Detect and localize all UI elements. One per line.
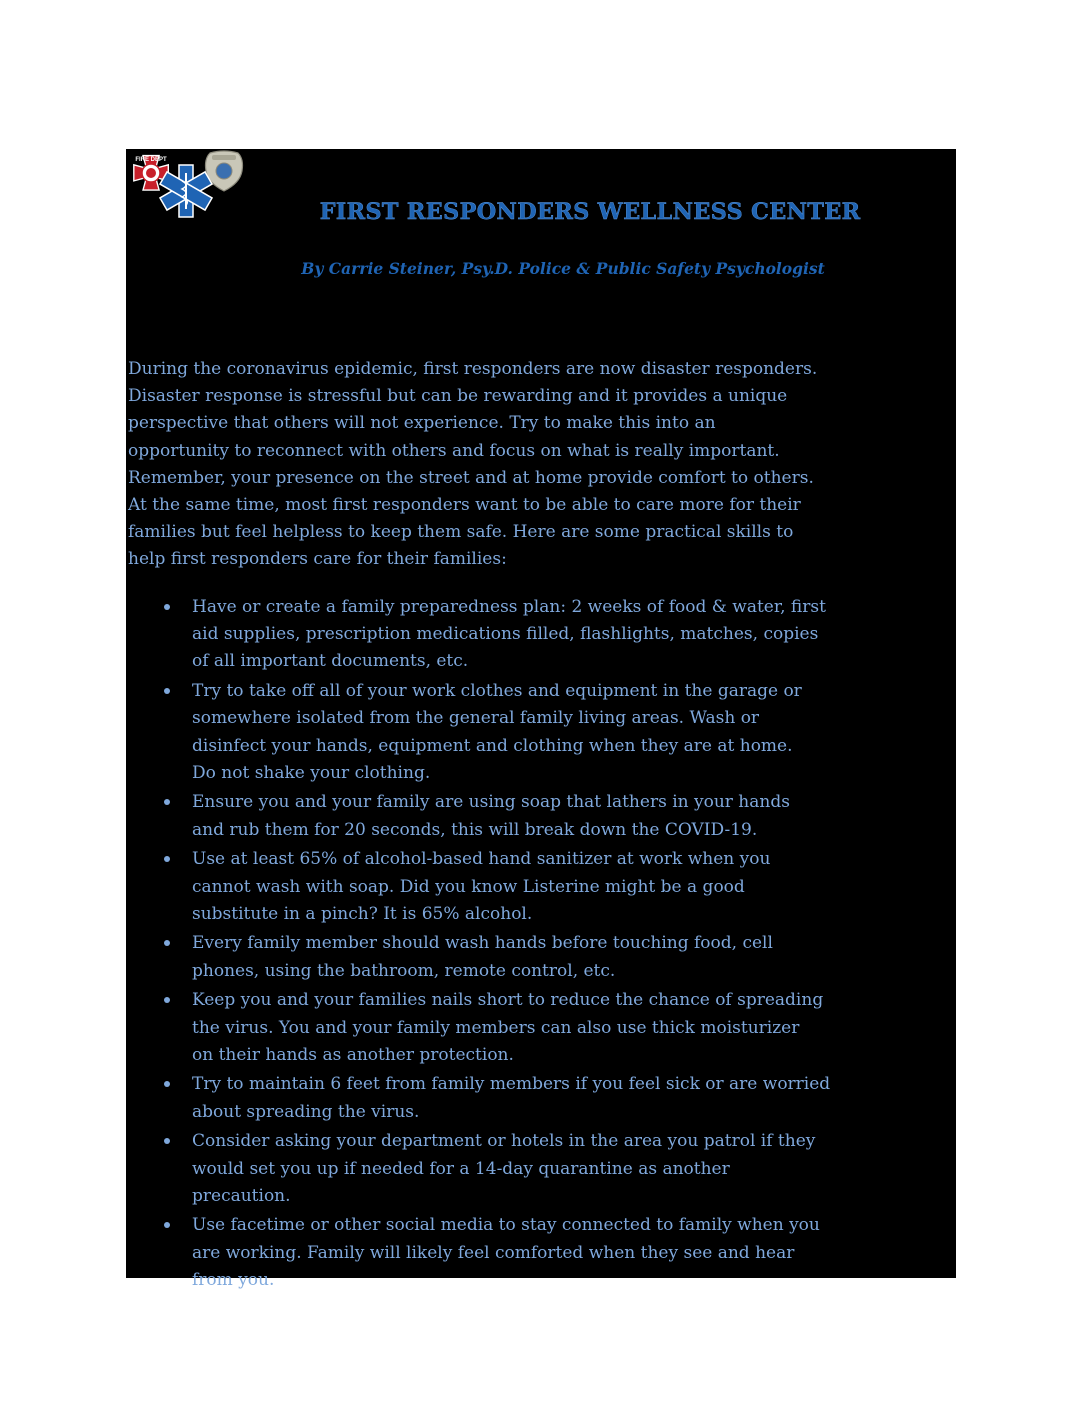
list-item-text: Consider asking your department or hotels in the area you patrol if they would set you up if needed for a 14-day quarantine as another precaution. <box>192 1131 816 1206</box>
list-item-text: Keep you and your families nails short to reduce the chance of spreading the virus. You and your family members can also use thick moisturizer on their hands as another protection. <box>192 990 824 1065</box>
intro-line: Remember, your presence on the street and at home provide comfort to others. <box>128 467 814 488</box>
svg-text:FIRE DEPT: FIRE DEPT <box>135 157 167 163</box>
bullet-icon <box>164 856 170 862</box>
list-item-text: Try to maintain 6 feet from family members if you feel sick or are worried about spreading the virus. <box>192 1074 831 1122</box>
list-item <box>126 987 956 1069</box>
bullet-icon <box>164 1138 170 1144</box>
list-item <box>126 678 956 787</box>
bullet-icon <box>164 799 170 805</box>
intro-line: opportunity to reconnect with others and focus on what is really important. <box>128 440 780 461</box>
intro-line: At the same time, most first responders want to be able to care more for their <box>128 495 801 516</box>
list-item <box>126 789 956 843</box>
document-panel <box>126 149 956 1290</box>
list-item <box>126 594 956 676</box>
intro-line: help first responders care for their families: <box>128 549 507 570</box>
list-item <box>126 1212 956 1294</box>
intro-line: families but feel helpless to keep them safe. Here are some practical skills to <box>128 522 794 543</box>
bullet-icon <box>164 604 170 610</box>
list-item-text: Use facetime or other social media to stay connected to family when you are working. Family will likely feel comforted when they see and hear from you. <box>192 1215 820 1290</box>
list-item-text: Ensure you and your family are using soap that lathers in your hands and rub them for 20 seconds, this will break down the COVID-19. <box>192 792 790 840</box>
list-item-text: Try to take off all of your work clothes and equipment in the garage or somewhere isolated from the general family living areas. Wash or disinfect your hands, equipment and clothing when they are at home. Do not shake your clothing. <box>192 681 802 783</box>
list-item <box>126 1071 956 1125</box>
intro-line: Disaster response is stressful but can be rewarding and it provides a unique <box>128 386 788 407</box>
list-item <box>126 846 956 928</box>
intro-line: perspective that others will not experience. Try to make this into an <box>128 413 716 434</box>
bullet-icon <box>164 1081 170 1087</box>
page-title: FIRST RESPONDERS WELLNESS CENTER <box>319 199 861 225</box>
list-item <box>126 930 956 984</box>
bullet-icon <box>164 940 170 946</box>
list-item-text: Have or create a family preparedness plan: 2 weeks of food & water, first aid supplies, prescription medications filled, flashlights, matches, copies of all important documents, etc. <box>192 597 826 672</box>
list-item-text: Every family member should wash hands before touching food, cell phones, using the bathroom, remote control, etc. <box>192 933 773 981</box>
list-item-text: Use at least 65% of alcohol-based hand sanitizer at work when you cannot wash with soap. Did you know Listerine might be a good substitute in a pinch? It is 65% alcohol. <box>192 849 771 924</box>
bullet-icon <box>164 997 170 1003</box>
intro-paragraph <box>128 356 964 574</box>
bullet-icon <box>164 688 170 694</box>
author-byline: By Carrie Steiner, Psy.D. Police & Public Safety Psychologist <box>301 259 825 278</box>
intro-line: During the coronavirus epidemic, first responders are now disaster responders. <box>128 359 818 379</box>
bullet-icon <box>164 1222 170 1228</box>
tips-list <box>126 594 956 1297</box>
list-item <box>126 1128 956 1210</box>
